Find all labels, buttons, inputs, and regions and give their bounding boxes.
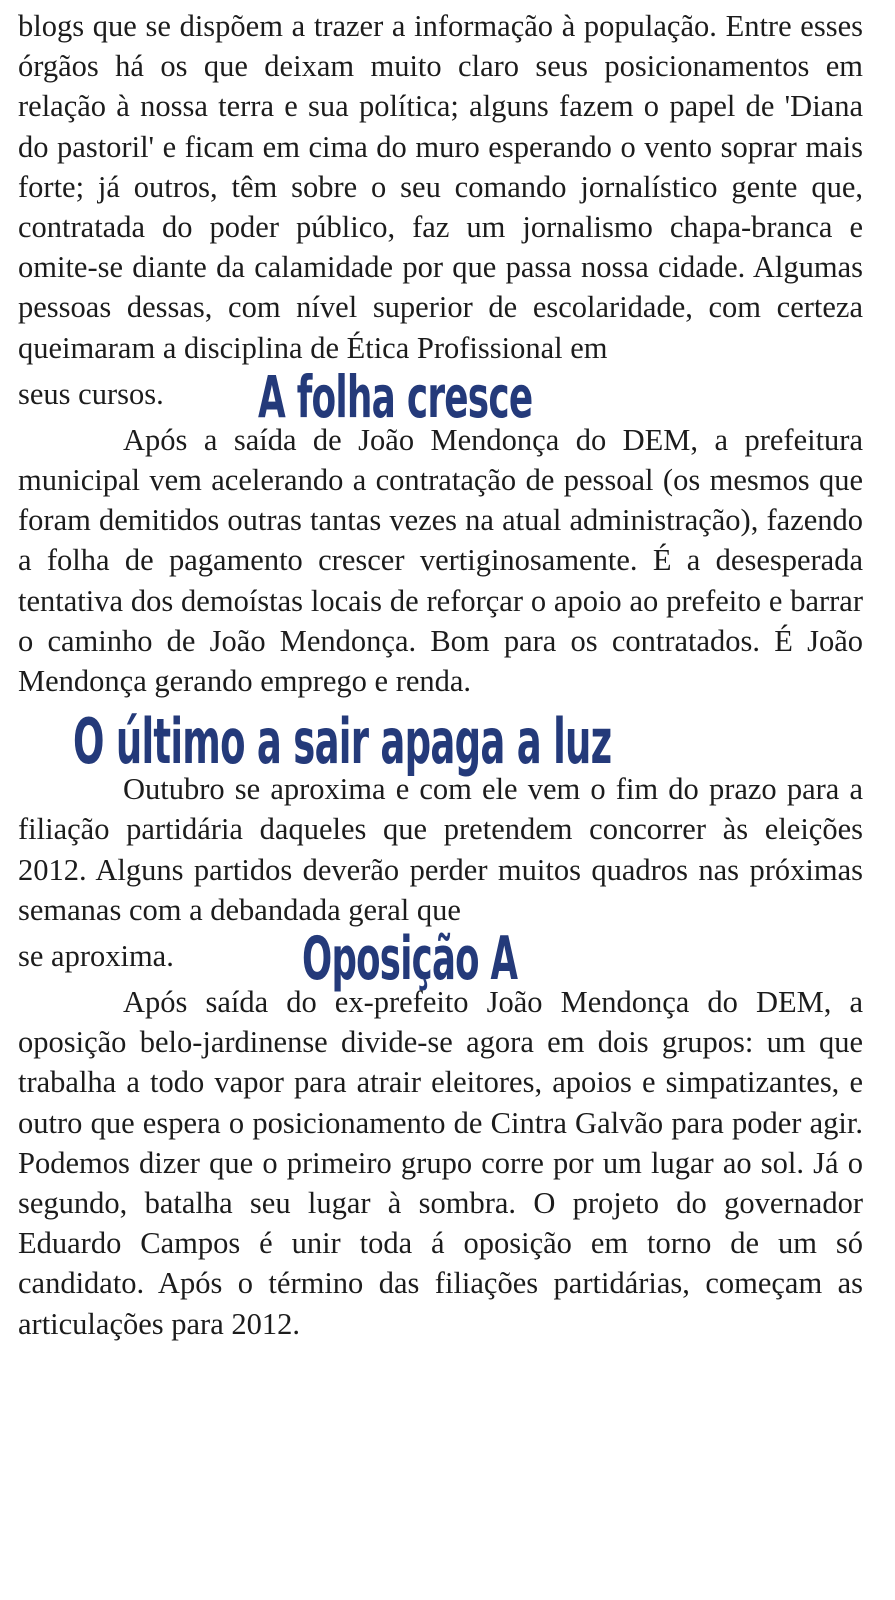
oposicao-a-paragraph: Após saída do ex-prefeito João Mendonça do DEM, a oposição belo-jardinense divide-se agora em dois grupos: um que trabalha a todo vapor para atrair eleitores, apoios e simpatizantes, e outro que espera o posicionamento de Cintra Galvão para poder agir. Podemos dizer que o primeiro grupo corre por um lugar ao sol. Já o segundo, batalha seu lugar à sombra. O projeto do governador Eduardo Campos é unir toda á oposição em torno de um só candidato. Após o término das filiações partidárias, começam as articulações para 2012. <box>18 985 863 1341</box>
ultimo-paragraph-end: se aproxima. <box>18 938 174 973</box>
intro-tail-row <box>18 362 863 431</box>
ultimo-a-sair-paragraph: Outubro se aproxima e com ele vem o fim do prazo para a filiação partidária daqueles que pretendem concorrer às eleições 2012. Alguns partidos deverão perder muitos quadros nas próximas semanas com a debandada geral que <box>18 772 863 927</box>
newspaper-column <box>18 0 863 1600</box>
ultimo-tail-row <box>18 923 863 994</box>
headline-oposicao-a: Oposição A <box>302 923 518 994</box>
folha-cresce-paragraph: Após a saída de João Mendonça do DEM, a prefeitura municipal vem acelerando a contratação de pessoal (os mesmos que foram demitidos outras tantas vezes na atual administração), fazendo a folha de pagamento crescer vertiginosamente. É a desesperada tentativa dos demoístas locais de reforçar o apoio ao prefeito e barrar o caminho de João Mendonça. Bom para os contratados. É João Mendonça gerando emprego e renda. <box>18 422 863 699</box>
headline-ultimo-a-sair: O último a sair apaga a luz <box>73 705 612 779</box>
intro-paragraph: blogs que se dispõem a trazer a informação à população. Entre esses órgãos há os que deixam muito claro seus posicionamentos em relação à nossa terra e sua política; alguns fazem o papel de 'Diana do pastoril' e ficam em cima do muro esperando o vento soprar mais forte; já outros, têm sobre o seu comando jornalístico gente que, contratada do poder público, faz um jornalismo chapa-branca e omite-se diante da calamidade por que passa nossa cidade. Algumas pessoas dessas, com nível superior de escolaridade, com certeza queimaram a disciplina de Ética Profissional em <box>18 9 863 365</box>
headline-folha-cresce: A folha cresce <box>258 362 533 431</box>
intro-paragraph-end: seus cursos. <box>18 376 164 411</box>
ultimo-headline-row <box>18 701 863 779</box>
